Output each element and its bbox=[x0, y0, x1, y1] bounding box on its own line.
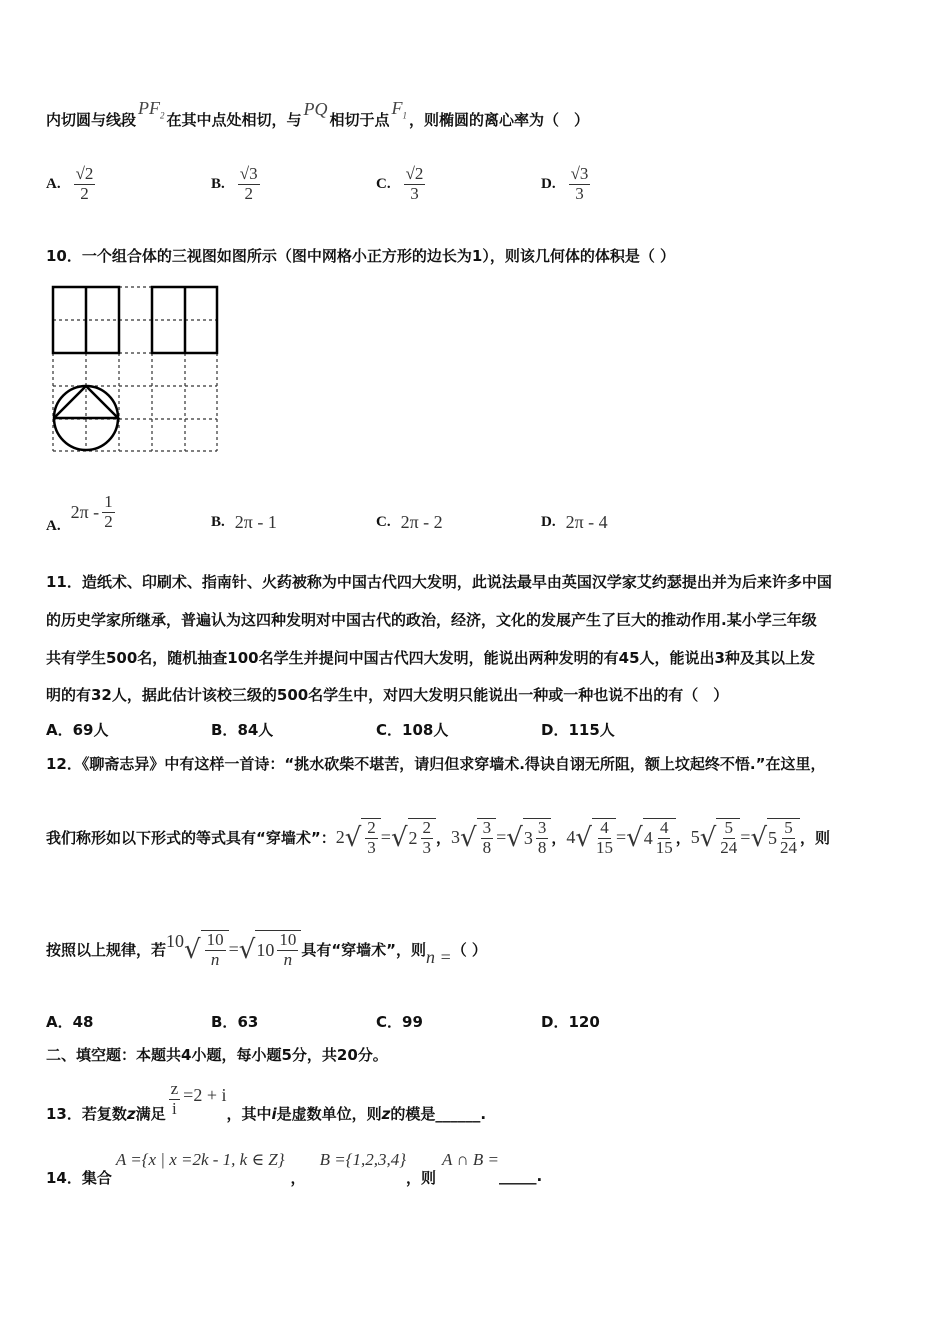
grid-lines bbox=[53, 287, 217, 451]
q11-line: 明的有32人，据此估计该校三级的500名学生中，对四大发明只能说出一种或一种也说不出的有（ ） bbox=[46, 686, 729, 704]
q12-option-d[interactable]: D． 120 bbox=[541, 1012, 600, 1031]
wall-formula: 5 √ $\frac{5}{24}$ = √ 5 $\frac{5}{24}$ bbox=[691, 818, 800, 857]
q9-option-a[interactable]: A. $\frac{√2}{2}$ bbox=[46, 164, 94, 203]
wall-formula: 2 √ $\frac{2}{3}$ = √ 2 $\frac{2}{3}$ ， bbox=[335, 818, 452, 857]
q12-line3: 按照以上规律，若 10 √ $\frac{10}{n}$ = √ 10 $\frac{10}{n}$ 具有“穿墙术”，则 n = （ ） bbox=[46, 930, 487, 969]
three-view-figure bbox=[48, 282, 223, 457]
q9-option-c[interactable]: C. $\frac{√2}{3}$ bbox=[376, 164, 424, 203]
math-f1: $F_1$ bbox=[391, 98, 408, 121]
q12-line1: 12．《聊斋志异》中有这样一首诗：“挑水砍柴不堪苦，请归但求穿墙术.得诀自诩无所阻，额上坟起终不悟.”在这里， bbox=[46, 755, 826, 773]
q9-text: 相切于点 bbox=[329, 110, 390, 129]
q9-text: 内切圆与线段 bbox=[46, 110, 137, 129]
section-heading: 二、填空题：本题共4小题，每小题5分，共20分。 bbox=[46, 1046, 388, 1064]
math-pf2: $PF_2$ bbox=[138, 98, 165, 121]
wall-formula: 3 √ $\frac{3}{8}$ = √ 3 $\frac{3}{8}$ ， bbox=[451, 818, 567, 857]
q12-option-b[interactable]: B． 63 bbox=[211, 1012, 259, 1031]
q9-text: 在其中点处相切，与 bbox=[166, 110, 302, 129]
q11-line: 共有学生500名，随机抽查100名学生并提问中国古代四大发明，能说出两种发明的有45人，能说出3种及其以上发 bbox=[46, 649, 815, 667]
q12-option-c[interactable]: C． 99 bbox=[376, 1012, 423, 1031]
q10-stem: 10．一个组合体的三视图如图所示（图中网格小正方形的边长为1），则该几何体的体积是（ ） bbox=[46, 247, 676, 265]
q12-option-a[interactable]: A． 48 bbox=[46, 1012, 94, 1031]
q13-stem: 13．若复数 z 满足 $\frac{z}{i}$ =2 + i ，其中 i 是虚数单位，则 z 的模是______. bbox=[46, 1079, 487, 1123]
math-pq: PQ bbox=[303, 98, 328, 119]
q10-option-d[interactable]: D. 2π - 4 bbox=[541, 512, 608, 532]
wall-formula: 4 √ $\frac{4}{15}$ = √ 4 $\frac{4}{15}$ ， bbox=[566, 818, 691, 857]
q11-option-a[interactable]: A． 69人 bbox=[46, 721, 109, 739]
q9-option-d[interactable]: D. $\frac{√3}{3}$ bbox=[541, 164, 589, 203]
q11-line: 的历史学家所继承，普遍认为这四种发明对中国古代的政治，经济，文化的发展产生了巨大的推动作用.某小学三年级 bbox=[46, 611, 817, 629]
q10-option-c[interactable]: C. 2π - 2 bbox=[376, 512, 443, 532]
q11-line: 11．造纸术、印刷术、指南针、火药被称为中国古代四大发明，此说法最早由英国汉学家艾约瑟提出并为后来许多中国 bbox=[46, 573, 832, 591]
q9-stem bbox=[46, 98, 590, 131]
q11-option-b[interactable]: B． 84人 bbox=[211, 721, 274, 739]
q12-line2: 我们称形如以下形式的等式具有“穿墙术”： 2 √ $\frac{2}{3}$ = √ 2 $\frac{2}{3}$ ， 3 √ $\frac{3}{8}$ = √ 3 $\frac{3}{8}$ ， 4 √ $\frac{4}{15}$ = √ 4 $\frac{4}{15}$ ， 5 √ $\frac{5}{24}$ = √ 5 $\frac{5}{24}$ ，则 bbox=[46, 818, 831, 857]
q9-option-b[interactable]: B. $\frac{√3}{2}$ bbox=[211, 164, 258, 203]
q9-text: ，则椭圆的离心率为（ ） bbox=[409, 110, 590, 129]
q11-option-d[interactable]: D． 115人 bbox=[541, 721, 615, 739]
q10-option-b[interactable]: B. 2π - 1 bbox=[211, 512, 277, 532]
q10-option-a[interactable]: A. 2π - $\frac{1}{2}$ bbox=[46, 492, 113, 534]
q11-option-c[interactable]: C． 108人 bbox=[376, 721, 449, 739]
q14-stem: 14．集合 A ={x | x =2k - 1, k ∈ Z} ， B ={1,2,3,4} ，则 A ∩ B = _____. bbox=[46, 1150, 543, 1187]
